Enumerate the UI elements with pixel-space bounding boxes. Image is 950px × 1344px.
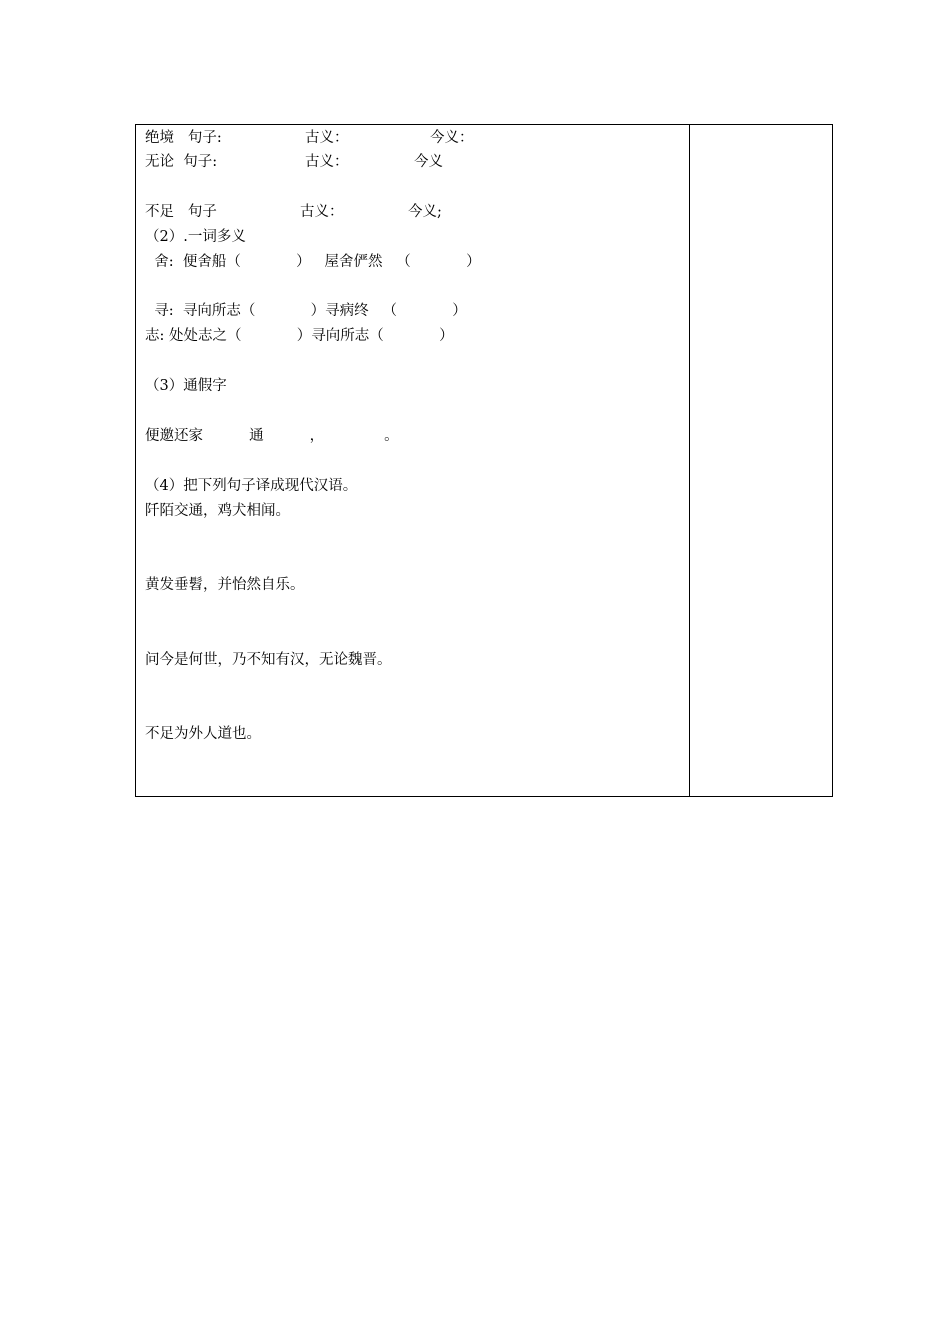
- section-heading-translation: （4）把下列句子译成现代汉语。: [145, 478, 358, 494]
- vocab-buzu-label: 不足 句子: [145, 204, 217, 220]
- section-heading-tongjia: （3）通假字: [145, 378, 227, 394]
- vocab-jujing-ancient: 古义：: [305, 130, 349, 146]
- vocab-wulun-label: 无论 句子:: [145, 154, 218, 170]
- vocab-buzu-modern: 今义;: [408, 204, 442, 220]
- notes-cell: [690, 125, 832, 796]
- vocab-jujing-modern: 今义：: [430, 130, 474, 146]
- worksheet-table: [135, 124, 833, 797]
- section-heading-polysemy: （2）.一词多义: [145, 229, 246, 245]
- vocab-jujing-label: 绝境 句子:: [145, 130, 222, 146]
- polysemy-xun: 寻: 寻向所志（ ）寻病终 （ ）: [145, 303, 467, 319]
- translation-sentence-3: 问今是何世，乃不知有汉，无论魏晋。: [145, 652, 392, 668]
- vocab-wulun-ancient: 古义：: [305, 154, 349, 170]
- translation-sentence-4: 不足为外人道也。: [145, 726, 261, 742]
- tongjia-item: 便邀还家 通 ， 。: [145, 428, 399, 444]
- translation-sentence-2: 黄发垂髫，并怡然自乐。: [145, 577, 305, 593]
- vocab-wulun-modern: 今义: [414, 154, 443, 170]
- vocab-buzu-ancient: 古义：: [300, 204, 344, 220]
- polysemy-she: 舍: 便舍船（ ） 屋舍俨然 （ ）: [145, 254, 481, 270]
- polysemy-zhi: 志: 处处志之（ ）寻向所志（ ）: [145, 328, 454, 344]
- translation-sentence-1: 阡陌交通，鸡犬相闻。: [145, 503, 290, 519]
